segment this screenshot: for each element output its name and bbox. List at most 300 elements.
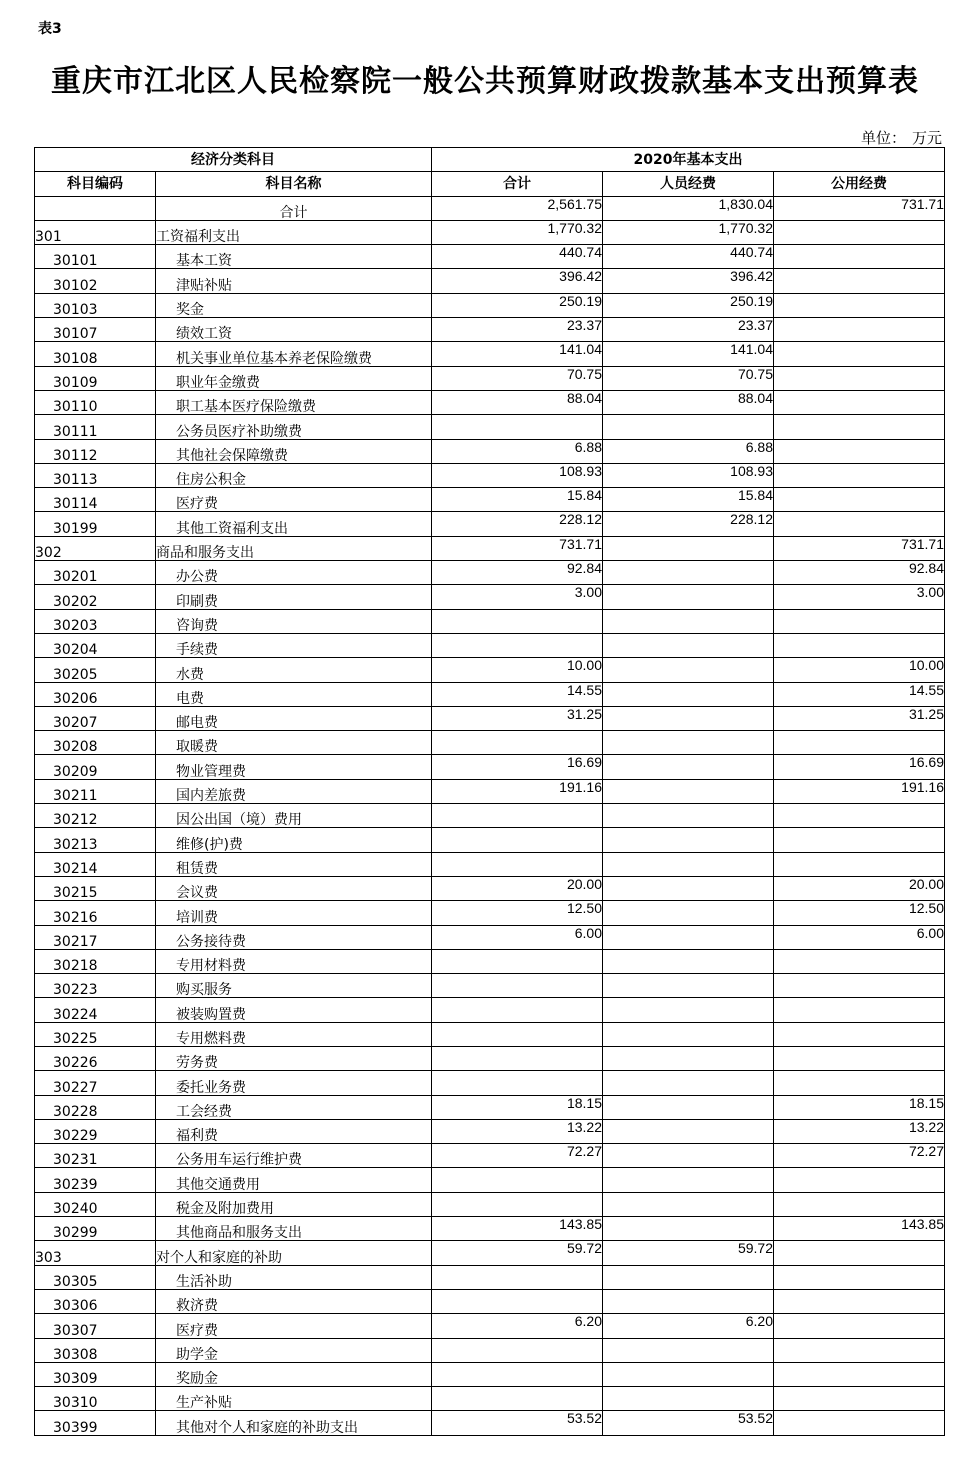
row-personnel <box>603 1168 774 1192</box>
row-total: 6.20 <box>432 1314 603 1338</box>
row-personnel: 6.88 <box>603 439 774 463</box>
row-public: 13.22 <box>774 1119 945 1143</box>
row-total: 6.88 <box>432 439 603 463</box>
row-public <box>774 342 945 366</box>
row-total <box>432 828 603 852</box>
row-total: 15.84 <box>432 488 603 512</box>
row-total <box>432 1362 603 1386</box>
row-code: 30206 <box>35 682 156 706</box>
table-row <box>35 1168 945 1192</box>
row-total <box>432 1387 603 1411</box>
row-name: 取暖费 <box>156 731 432 755</box>
row-total: 88.04 <box>432 390 603 414</box>
row-name: 手续费 <box>156 633 432 657</box>
row-code: 30306 <box>35 1289 156 1313</box>
row-name: 奖金 <box>156 293 432 317</box>
row-name: 其他对个人和家庭的补助支出 <box>156 1411 432 1435</box>
row-total: 108.93 <box>432 463 603 487</box>
row-name: 委托业务费 <box>156 1071 432 1095</box>
row-total: 250.19 <box>432 293 603 317</box>
row-personnel <box>603 1022 774 1046</box>
table-row <box>35 1411 945 1435</box>
header-group-row <box>35 148 945 172</box>
budget-table <box>34 147 945 1436</box>
row-name: 办公费 <box>156 561 432 585</box>
row-total: 10.00 <box>432 658 603 682</box>
row-total <box>432 415 603 439</box>
row-name: 水费 <box>156 658 432 682</box>
row-name: 工资福利支出 <box>156 220 432 244</box>
row-personnel: 59.72 <box>603 1241 774 1265</box>
row-code: 301 <box>35 220 156 244</box>
row-total <box>432 852 603 876</box>
row-code: 30205 <box>35 658 156 682</box>
row-name: 奖励金 <box>156 1362 432 1386</box>
row-total: 396.42 <box>432 269 603 293</box>
row-code: 30112 <box>35 439 156 463</box>
row-name: 邮电费 <box>156 706 432 730</box>
row-personnel <box>603 1144 774 1168</box>
row-code: 30203 <box>35 609 156 633</box>
row-total <box>432 998 603 1022</box>
header-code: 科目编码 <box>35 172 156 196</box>
row-public <box>774 1265 945 1289</box>
row-public <box>774 1289 945 1313</box>
total-total: 2,561.75 <box>432 196 603 220</box>
row-personnel <box>603 585 774 609</box>
table-row <box>35 318 945 342</box>
row-public <box>774 852 945 876</box>
table-row <box>35 366 945 390</box>
row-total <box>432 1022 603 1046</box>
table-row <box>35 682 945 706</box>
table-row <box>35 269 945 293</box>
row-public <box>774 974 945 998</box>
row-total <box>432 1265 603 1289</box>
row-total: 92.84 <box>432 561 603 585</box>
table-row <box>35 1119 945 1143</box>
row-public <box>774 1022 945 1046</box>
row-personnel: 108.93 <box>603 463 774 487</box>
row-public <box>774 488 945 512</box>
row-name: 绩效工资 <box>156 318 432 342</box>
table-row <box>35 1387 945 1411</box>
unit-label <box>855 127 942 148</box>
table-row <box>35 1144 945 1168</box>
row-personnel <box>603 1071 774 1095</box>
table-row <box>35 1265 945 1289</box>
table-row <box>35 974 945 998</box>
row-name: 被装购置费 <box>156 998 432 1022</box>
row-public: 31.25 <box>774 706 945 730</box>
row-personnel: 396.42 <box>603 269 774 293</box>
table-row <box>35 852 945 876</box>
row-public <box>774 1314 945 1338</box>
row-code: 30240 <box>35 1192 156 1216</box>
row-total: 70.75 <box>432 366 603 390</box>
row-name: 基本工资 <box>156 245 432 269</box>
row-personnel: 1,770.32 <box>603 220 774 244</box>
total-personnel: 1,830.04 <box>603 196 774 220</box>
row-code: 30225 <box>35 1022 156 1046</box>
row-total <box>432 1289 603 1313</box>
row-public: 16.69 <box>774 755 945 779</box>
row-personnel <box>603 755 774 779</box>
row-public <box>774 609 945 633</box>
row-code: 30212 <box>35 804 156 828</box>
row-name: 工会经费 <box>156 1095 432 1119</box>
total-code <box>35 196 156 220</box>
row-name: 津贴补贴 <box>156 269 432 293</box>
row-code: 30399 <box>35 1411 156 1435</box>
row-name: 其他社会保障缴费 <box>156 439 432 463</box>
row-total: 143.85 <box>432 1217 603 1241</box>
row-personnel <box>603 1119 774 1143</box>
row-personnel <box>603 706 774 730</box>
table-row <box>35 609 945 633</box>
row-personnel <box>603 1338 774 1362</box>
header-column-row <box>35 172 945 196</box>
row-code: 30204 <box>35 633 156 657</box>
row-total: 731.71 <box>432 536 603 560</box>
table-row <box>35 1241 945 1265</box>
table-row <box>35 463 945 487</box>
row-personnel <box>603 415 774 439</box>
row-total <box>432 633 603 657</box>
row-total <box>432 1168 603 1192</box>
row-public: 14.55 <box>774 682 945 706</box>
row-public <box>774 220 945 244</box>
header-personnel: 人员经费 <box>603 172 774 196</box>
row-public: 72.27 <box>774 1144 945 1168</box>
row-code: 30107 <box>35 318 156 342</box>
table-body <box>35 196 945 1435</box>
row-personnel <box>603 658 774 682</box>
table-row <box>35 949 945 973</box>
row-total: 14.55 <box>432 682 603 706</box>
row-total <box>432 949 603 973</box>
row-public <box>774 1338 945 1362</box>
row-name: 会议费 <box>156 876 432 900</box>
row-personnel <box>603 876 774 900</box>
row-total <box>432 1192 603 1216</box>
row-personnel <box>603 925 774 949</box>
row-code: 30110 <box>35 390 156 414</box>
row-name: 其他工资福利支出 <box>156 512 432 536</box>
row-public: 191.16 <box>774 779 945 803</box>
row-name: 专用燃料费 <box>156 1022 432 1046</box>
row-total: 59.72 <box>432 1241 603 1265</box>
row-personnel: 250.19 <box>603 293 774 317</box>
row-public: 143.85 <box>774 1217 945 1241</box>
row-code: 30215 <box>35 876 156 900</box>
header-public: 公用经费 <box>774 172 945 196</box>
row-name: 因公出国（境）费用 <box>156 804 432 828</box>
row-name: 电费 <box>156 682 432 706</box>
row-personnel: 53.52 <box>603 1411 774 1435</box>
row-total <box>432 1338 603 1362</box>
row-public: 6.00 <box>774 925 945 949</box>
table-row <box>35 293 945 317</box>
row-name: 商品和服务支出 <box>156 536 432 560</box>
row-name: 专用材料费 <box>156 949 432 973</box>
page-title: 重庆市江北区人民检察院一般公共预算财政拨款基本支出预算表 <box>51 64 919 99</box>
row-name: 购买服务 <box>156 974 432 998</box>
row-code: 30113 <box>35 463 156 487</box>
row-public <box>774 366 945 390</box>
row-personnel <box>603 852 774 876</box>
row-name: 印刷费 <box>156 585 432 609</box>
row-code: 30207 <box>35 706 156 730</box>
row-code: 30227 <box>35 1071 156 1095</box>
row-public <box>774 1168 945 1192</box>
row-personnel <box>603 731 774 755</box>
row-code: 30103 <box>35 293 156 317</box>
row-code: 30214 <box>35 852 156 876</box>
table-row <box>35 342 945 366</box>
row-code: 30226 <box>35 1046 156 1070</box>
row-total <box>432 1071 603 1095</box>
row-name: 职业年金缴费 <box>156 366 432 390</box>
table-row <box>35 925 945 949</box>
table-row <box>35 828 945 852</box>
row-name: 维修(护)费 <box>156 828 432 852</box>
row-personnel <box>603 1046 774 1070</box>
row-public: 18.15 <box>774 1095 945 1119</box>
table-row <box>35 1022 945 1046</box>
row-public <box>774 949 945 973</box>
row-public <box>774 1411 945 1435</box>
row-total <box>432 1046 603 1070</box>
row-code: 30201 <box>35 561 156 585</box>
row-code: 30213 <box>35 828 156 852</box>
row-personnel <box>603 949 774 973</box>
row-code: 30308 <box>35 1338 156 1362</box>
row-personnel <box>603 1289 774 1313</box>
row-public <box>774 390 945 414</box>
row-name: 咨询费 <box>156 609 432 633</box>
table-row <box>35 512 945 536</box>
row-personnel <box>603 609 774 633</box>
row-personnel <box>603 974 774 998</box>
row-name: 福利费 <box>156 1119 432 1143</box>
row-personnel <box>603 1217 774 1241</box>
table-row <box>35 1071 945 1095</box>
table-row <box>35 220 945 244</box>
row-public: 10.00 <box>774 658 945 682</box>
row-name: 税金及附加费用 <box>156 1192 432 1216</box>
row-personnel <box>603 1192 774 1216</box>
row-code: 30209 <box>35 755 156 779</box>
row-personnel <box>603 1265 774 1289</box>
row-total: 53.52 <box>432 1411 603 1435</box>
row-name: 国内差旅费 <box>156 779 432 803</box>
table-row <box>35 998 945 1022</box>
row-total: 20.00 <box>432 876 603 900</box>
row-code: 30310 <box>35 1387 156 1411</box>
row-total: 16.69 <box>432 755 603 779</box>
row-total <box>432 731 603 755</box>
row-total <box>432 804 603 828</box>
row-total: 72.27 <box>432 1144 603 1168</box>
table-row <box>35 1217 945 1241</box>
row-personnel: 228.12 <box>603 512 774 536</box>
table-row <box>35 706 945 730</box>
row-name: 医疗费 <box>156 1314 432 1338</box>
table-row <box>35 585 945 609</box>
row-name: 物业管理费 <box>156 755 432 779</box>
total-public: 731.71 <box>774 196 945 220</box>
table-row <box>35 1338 945 1362</box>
table-row <box>35 876 945 900</box>
row-total <box>432 609 603 633</box>
row-total: 6.00 <box>432 925 603 949</box>
row-total: 1,770.32 <box>432 220 603 244</box>
table-row <box>35 245 945 269</box>
row-name: 劳务费 <box>156 1046 432 1070</box>
unit-caption: 单位： <box>860 129 906 147</box>
row-code: 30109 <box>35 366 156 390</box>
table-row <box>35 488 945 512</box>
row-public <box>774 512 945 536</box>
row-public <box>774 633 945 657</box>
row-personnel <box>603 998 774 1022</box>
row-personnel <box>603 779 774 803</box>
row-name: 医疗费 <box>156 488 432 512</box>
table-row <box>35 901 945 925</box>
row-name: 公务用车运行维护费 <box>156 1144 432 1168</box>
row-personnel: 440.74 <box>603 245 774 269</box>
row-personnel <box>603 901 774 925</box>
row-name: 对个人和家庭的补助 <box>156 1241 432 1265</box>
row-code: 30208 <box>35 731 156 755</box>
row-total: 18.15 <box>432 1095 603 1119</box>
row-name: 职工基本医疗保险缴费 <box>156 390 432 414</box>
row-public <box>774 1071 945 1095</box>
row-public <box>774 731 945 755</box>
row-code: 30224 <box>35 998 156 1022</box>
table-row <box>35 1192 945 1216</box>
row-total: 3.00 <box>432 585 603 609</box>
table-row <box>35 536 945 560</box>
total-name: 合计 <box>156 196 432 220</box>
table-row <box>35 1289 945 1313</box>
row-total: 12.50 <box>432 901 603 925</box>
row-personnel: 23.37 <box>603 318 774 342</box>
row-code: 30101 <box>35 245 156 269</box>
row-total <box>432 974 603 998</box>
row-code: 30305 <box>35 1265 156 1289</box>
row-public <box>774 1362 945 1386</box>
total-row <box>35 196 945 220</box>
table-row <box>35 804 945 828</box>
table-row <box>35 755 945 779</box>
header-name: 科目名称 <box>156 172 432 196</box>
row-code: 30217 <box>35 925 156 949</box>
row-code: 30307 <box>35 1314 156 1338</box>
row-code: 30309 <box>35 1362 156 1386</box>
row-total: 191.16 <box>432 779 603 803</box>
row-personnel: 70.75 <box>603 366 774 390</box>
row-personnel: 88.04 <box>603 390 774 414</box>
table-row <box>35 1362 945 1386</box>
row-personnel <box>603 804 774 828</box>
row-name: 生产补贴 <box>156 1387 432 1411</box>
table-row <box>35 1095 945 1119</box>
row-public: 20.00 <box>774 876 945 900</box>
row-total: 23.37 <box>432 318 603 342</box>
row-name: 公务员医疗补助缴费 <box>156 415 432 439</box>
row-total: 440.74 <box>432 245 603 269</box>
row-name: 租赁费 <box>156 852 432 876</box>
row-total: 228.12 <box>432 512 603 536</box>
row-name: 生活补助 <box>156 1265 432 1289</box>
row-personnel <box>603 633 774 657</box>
row-personnel <box>603 1362 774 1386</box>
row-code: 30299 <box>35 1217 156 1241</box>
row-name: 其他交通费用 <box>156 1168 432 1192</box>
row-public <box>774 1387 945 1411</box>
row-public <box>774 804 945 828</box>
row-name: 机关事业单位基本养老保险缴费 <box>156 342 432 366</box>
table-row <box>35 1046 945 1070</box>
row-public <box>774 269 945 293</box>
row-public <box>774 415 945 439</box>
row-public <box>774 293 945 317</box>
row-personnel: 141.04 <box>603 342 774 366</box>
row-public: 92.84 <box>774 561 945 585</box>
row-personnel <box>603 1387 774 1411</box>
table-row <box>35 561 945 585</box>
row-name: 公务接待费 <box>156 925 432 949</box>
unit-value: 万元 <box>911 129 942 147</box>
row-name: 住房公积金 <box>156 463 432 487</box>
row-code: 30223 <box>35 974 156 998</box>
row-personnel: 15.84 <box>603 488 774 512</box>
table-row <box>35 658 945 682</box>
row-total: 13.22 <box>432 1119 603 1143</box>
row-name: 培训费 <box>156 901 432 925</box>
row-name: 助学金 <box>156 1338 432 1362</box>
row-public <box>774 463 945 487</box>
row-code: 30218 <box>35 949 156 973</box>
table-row <box>35 731 945 755</box>
row-code: 302 <box>35 536 156 560</box>
row-total: 141.04 <box>432 342 603 366</box>
row-code: 30239 <box>35 1168 156 1192</box>
header-basic-expenditure: 2020年基本支出 <box>432 148 945 172</box>
row-code: 30228 <box>35 1095 156 1119</box>
header-total: 合计 <box>432 172 603 196</box>
row-code: 30199 <box>35 512 156 536</box>
row-personnel <box>603 1095 774 1119</box>
row-public <box>774 998 945 1022</box>
row-code: 30216 <box>35 901 156 925</box>
row-public <box>774 439 945 463</box>
row-public: 12.50 <box>774 901 945 925</box>
table-row <box>35 779 945 803</box>
row-public: 3.00 <box>774 585 945 609</box>
row-code: 30231 <box>35 1144 156 1168</box>
row-public: 731.71 <box>774 536 945 560</box>
row-public <box>774 828 945 852</box>
row-total: 31.25 <box>432 706 603 730</box>
row-code: 30108 <box>35 342 156 366</box>
row-code: 30111 <box>35 415 156 439</box>
row-personnel: 6.20 <box>603 1314 774 1338</box>
row-personnel <box>603 682 774 706</box>
row-code: 30202 <box>35 585 156 609</box>
